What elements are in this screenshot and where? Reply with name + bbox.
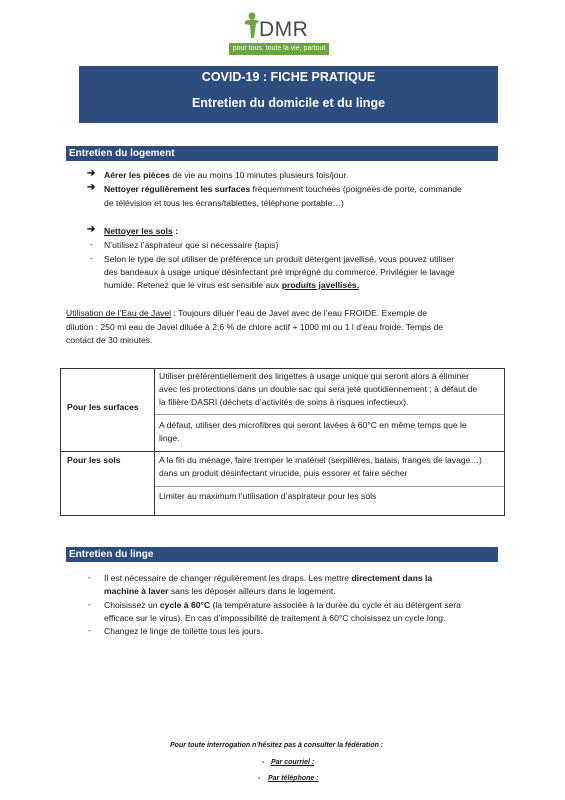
dash-type-sol-l3: humide. Retenez que le virus est sensible aux produits javellisés. <box>104 280 360 290</box>
table-cell-aspirateur: Limiter au maximum l’utilisation d’aspirateur pour les sols <box>159 491 377 501</box>
table-cell-menage-l2: dans un produit désinfectant virucide, puis essorer et faire sécher <box>159 468 408 478</box>
linge-draps-l2: machine à laver sans les déposer ailleurs dans le logement. <box>104 586 336 596</box>
table-cell-lingettes-l3: la filière DASRI (déchets d’activités de soins à risques infectieux). <box>159 397 409 407</box>
bullet-aerer: Aérer les pièces de vie au moins 10 minutes plusieurs fois/jour. <box>104 170 349 180</box>
dash-type-sol-l2: des bandeaux à usage unique désinfectant pré imprégné du commerce. Privilégier le lavage <box>104 267 455 277</box>
linge-toilette: Changez le linge de toilette tous les jours. <box>104 626 264 636</box>
table-cell-lingettes-l1: Utiliser préférentiellement des lingettes à usage unique qui seront alors à éliminer <box>159 371 470 381</box>
arrow-bullet-icon: ➔ <box>87 224 96 235</box>
page-subtitle: Entretien du domicile et du linge <box>191 96 386 110</box>
linge-cycle-l2: efficace sur le virus). En cas d’impossibilité de traitement à 60°C choisissez un cycle long. <box>104 613 446 623</box>
table-label-sols: Pour les sols <box>67 455 121 465</box>
admr-logo <box>229 12 329 60</box>
bullet-nettoyer-sols: Nettoyer les sols : <box>104 226 179 236</box>
footer-phone-label: Par téléphone : <box>268 775 319 782</box>
linge-cycle-l1: Choisissez un cycle à 60°C (la température associée à la durée du cycle et au détergent sera <box>104 600 461 610</box>
footer-contact-intro: Pour toute interrogation n’hésitez pas à consulter la fédération : <box>170 742 384 749</box>
header-box <box>79 66 498 123</box>
section-heading-linge: Entretien du linge <box>66 547 498 562</box>
dash-type-sol-l1: Selon le type de sol utiliser de préférence un produit détergent javellisé, vous pouvez utiliser <box>104 254 455 264</box>
bullet-nettoyer-surfaces-line2: de télévision et tous les écrans/tablettes, téléphone portable…) <box>104 198 344 208</box>
javel-line1: Utilisation de l’Eau de Javel : Toujours diluer l’eau de Javel avec de l’eau FROIDE. Exemple de <box>66 308 427 318</box>
cleaning-table <box>60 368 505 516</box>
logo-text: DMR <box>259 18 309 41</box>
table-label-surfaces: Pour les surfaces <box>67 402 139 412</box>
table-cell-menage-l1: A la fin du ménage, faire tremper le matériel (serpillères, balais, franges de lavage…) <box>159 455 482 465</box>
javel-line2: dilution : 250 ml eau de Javel diluée à 2,6 % de chlore actif + 1000 ml ou 1 l d’eau froide. Temps de <box>66 322 444 332</box>
bullet-nettoyer-surfaces: Nettoyer régulièrement les surfaces fréquemment touchées (poignées de porte, commande <box>104 184 462 194</box>
footer-email-label: Par courriel : <box>271 759 315 766</box>
page-title: COVID-19 : FICHE PRATIQUE <box>201 70 376 84</box>
linge-draps-l1: Il est nécessaire de changer régulièrement les draps. Les mettre directement dans la <box>104 573 433 583</box>
javel-line3: contact de 30 minutes. <box>66 335 153 345</box>
dash-aspirateur: N’utilisez l’aspirateur que si nécessaire (tapis) <box>104 240 279 250</box>
document-page: DMR pour tous, toute la vie, partout COVID-19 : FICHE PRATIQUE Entretien du domicile et du linge Entretien du logement ➔ Aérer les pièces de vie au moins 10 minutes plusieurs fois/jour. ➔ Nettoyer régulièrement les surfaces fréquemment touchées (poignées de porte, commande de télévision et tous les écrans/tablettes, téléphone portable…) ➔ Nettoyer les sols : - N’utilisez l’aspirateur que si nécessaire (tapis) - Selon le type de sol utiliser de préférence un produit détergent javellisé, vous pouvez utiliser des bandeaux à usage unique désinfectant pré imprégné du commerce. Privilégier le lavage humide. Retenez que le virus est sensible aux produits javellisés. Utilisation de l’Eau de Javel : Toujours diluer l’eau de Javel avec de l’eau FROIDE. Exemple de dilution : 250 ml eau de Javel diluée à 2,6 % de chlore actif + 1000 ml ou 1 l d’eau froide. Temps de contact de 30 minutes. Pour les surfaces Utiliser préférentiellement des lingettes à usage unique qui seront alors à éliminer avec les protections dans un double sac qui sera jeté quotidiennement ; à défaut de la filière DASRI (déchets d’activités de soins à risques infectieux). A défaut, utiliser des microfibres qui seront lavées à 60°C en même temps que le linge. Pour les sols A la fin du ménage, faire tremper le matériel (serpillères, balais, franges de lavage…) dans un produit désinfectant virucide, puis essorer et faire sécher Limiter au maximum l’utilisation d’aspirateur pour les sols Entretien du linge - Il est nécessaire de changer régulièrement les draps. Les mettre directement dans la machine à laver sans les déposer ailleurs dans le logement. - Choisissez un cycle à 60°C (la température associée à la durée du cycle et au détergent sera efficace sur le virus). En cas d’impossibilité de traitement à 60°C choisissez un cycle long. - Changez le linge de toilette tous les jours. Pour toute interrogation n’hésitez pas à consulter la fédération : - Par courriel : - Par téléphone : <box>0 0 565 800</box>
section-heading-logement: Entretien du logement <box>66 146 498 161</box>
arrow-bullet-icon: ➔ <box>87 182 96 193</box>
logo-tagline: pour tous, toute la vie, partout <box>229 43 329 55</box>
table-cell-microfibres-l2: linge. <box>159 433 180 443</box>
table-cell-lingettes-l2: avec les protections dans un double sac qui sera jeté quotidiennement ; à défaut de <box>159 384 478 394</box>
arrow-bullet-icon: ➔ <box>87 168 96 179</box>
table-cell-microfibres-l1: A défaut, utiliser des microfibres qui seront lavées à 60°C en même temps que le <box>159 420 467 430</box>
